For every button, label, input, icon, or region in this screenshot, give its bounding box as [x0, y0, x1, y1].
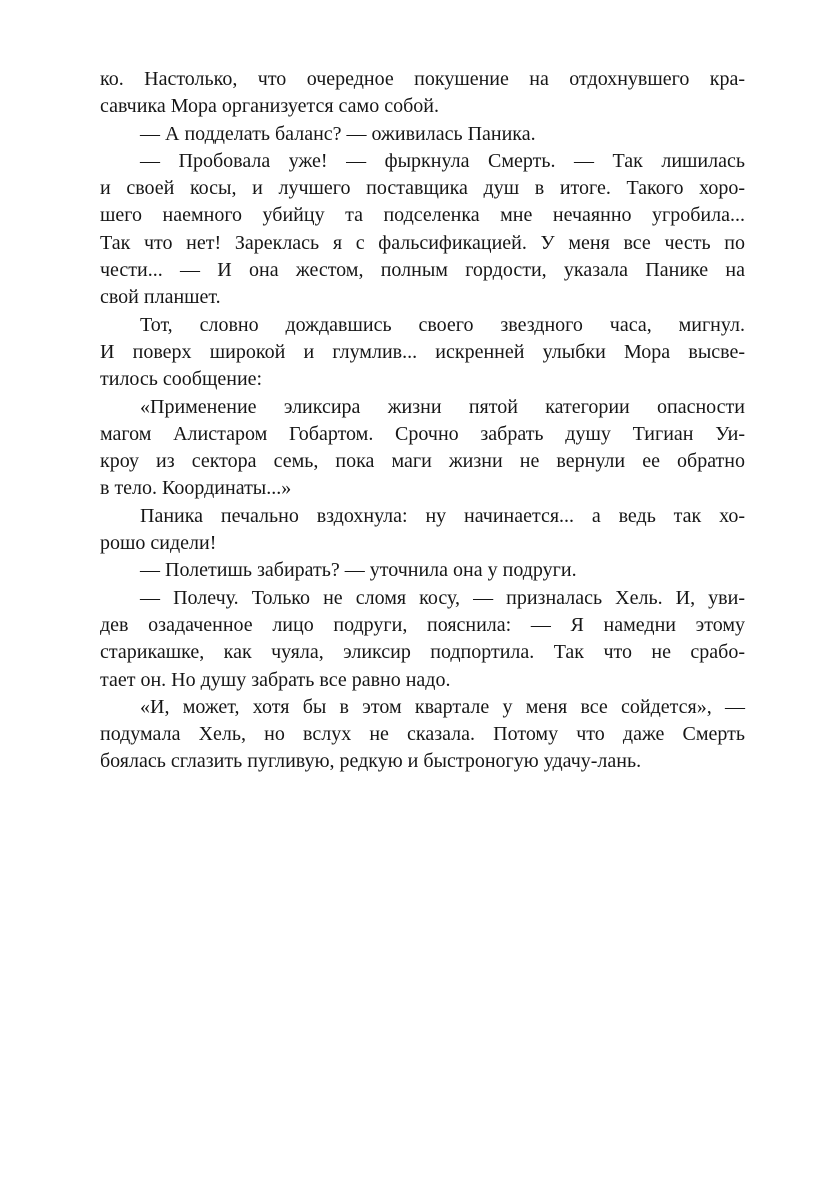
paragraph: [100, 694, 745, 776]
text-line: И поверх широкой и глумлив... искренней улыбки Мора высве-: [100, 340, 745, 363]
text-line: — Пробовала уже! — фыркнула Смерть. — Так лишилась: [140, 149, 745, 172]
paragraph: [100, 312, 745, 394]
text-line: старикашке, как чуяла, эликсир подпортила. Так что не срабо-: [100, 641, 745, 664]
text-line: подумала Хель, но вслух не сказала. Потому что даже Смерть: [100, 723, 745, 746]
text-line: кроу из сектора семь, пока маги жизни не вернули ее обратно: [100, 450, 745, 473]
text-line: рошо сидели!: [100, 532, 217, 555]
paragraph: [100, 557, 745, 584]
text-line: — Полечу. Только не сломя косу, — призналась Хель. И, уви-: [140, 586, 745, 609]
paragraph: [100, 121, 745, 148]
text-line: в тело. Координаты...»: [100, 477, 292, 500]
paragraph: [100, 394, 745, 503]
text-line: ко. Настолько, что очередное покушение на отдохнувшего кра-: [100, 68, 745, 90]
text-line: чести... — И она жестом, полным гордости, указала Панике на: [100, 259, 745, 282]
text-line: боялась сглазить пугливую, редкую и быстроногую удачу-лань.: [100, 750, 642, 773]
text-line: Так что нет! Зареклась я с фальсификацией. У меня все честь по: [100, 231, 745, 254]
text-line: тает он. Но душу забрать все равно надо.: [100, 668, 451, 691]
paragraph: [100, 66, 745, 121]
text-line: Паника печально вздохнула: ну начинается... а ведь так хо-: [140, 504, 745, 527]
text-line: магом Алистаром Гобартом. Срочно забрать душу Тигиан Уи-: [100, 422, 745, 445]
text-line: савчика Мора организуется само собой.: [100, 95, 439, 118]
paragraph: [100, 148, 745, 312]
text-line: «И, может, хотя бы в этом квартале у меня все сойдется», —: [140, 695, 745, 718]
text-line: дев озадаченное лицо подруги, пояснила: — Я намедни этому: [100, 613, 745, 636]
text-line: шего наемного убийцу та подселенка мне нечаянно угробила...: [100, 204, 745, 227]
paragraph: [100, 503, 745, 558]
text-line: тилось сообщение:: [100, 368, 263, 391]
text-line: свой планшет.: [100, 286, 221, 309]
paragraph: [100, 585, 745, 694]
text-line: и своей косы, и лучшего поставщика душ в итоге. Такого хоро-: [100, 177, 745, 200]
text-line: «Применение эликсира жизни пятой категории опасности: [140, 395, 745, 418]
page-text-block: [100, 66, 745, 776]
text-line: Тот, словно дождавшись своего звездного часа, мигнул.: [140, 313, 745, 336]
text-line: — А подделать баланс? — оживилась Паника.: [140, 122, 536, 145]
text-line: — Полетишь забирать? — уточнила она у подруги.: [140, 559, 577, 582]
